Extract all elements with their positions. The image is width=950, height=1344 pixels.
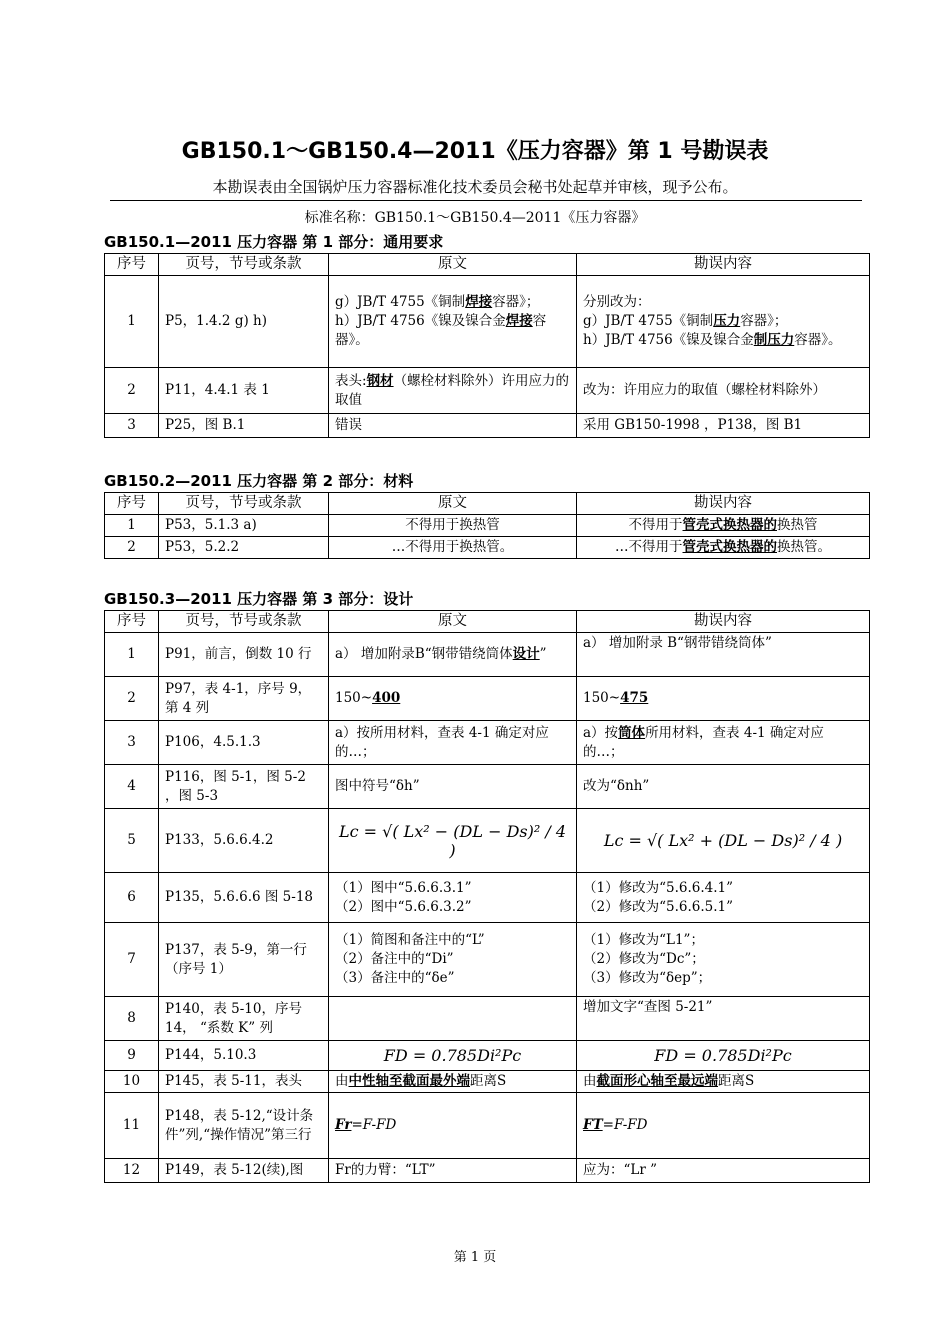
row-original: 不得用于换热管 xyxy=(329,515,577,537)
row-no: 9 xyxy=(105,1041,159,1071)
row-original: 错误 xyxy=(329,414,577,438)
row-original xyxy=(329,923,577,997)
page-title: GB150.1～GB150.4—2011《压力容器》第 1 号勘误表 xyxy=(181,139,769,164)
row-original: a）按所用材料，查表 4-1 确定对应的…； xyxy=(329,721,577,765)
text: a） 增加附录B“钢带错绕筒体 xyxy=(335,646,513,662)
section-title: GB150.2—2011 压力容器 第 2 部分：材料 xyxy=(104,472,414,490)
text: （3）备注中的“δe” xyxy=(335,970,455,986)
row-no: 12 xyxy=(105,1159,159,1183)
row-page: P140，表 5-10，序号 14， “系数 K” 列 xyxy=(159,997,329,1041)
text: 距离S xyxy=(470,1073,507,1089)
text: 容器》。 xyxy=(335,313,547,348)
emphasis: FT xyxy=(583,1117,603,1133)
text: 150~ xyxy=(583,690,621,706)
text: （2）修改为“Dc”； xyxy=(583,951,705,967)
row-original xyxy=(329,368,577,414)
row-correction xyxy=(577,873,870,923)
emphasis: 设计 xyxy=(512,646,540,662)
header-original: 原文 xyxy=(329,611,577,633)
row-page: P53，5.2.2 xyxy=(159,537,329,559)
header-original: 原文 xyxy=(329,254,577,276)
emphasis: 管壳式换热器的 xyxy=(682,517,777,533)
text: （1）简图和备注中的“L” xyxy=(335,932,485,948)
table-row xyxy=(105,368,870,414)
row-original: …不得用于换热管。 xyxy=(329,537,577,559)
header-no: 序号 xyxy=(105,611,159,633)
text: ” xyxy=(539,646,547,662)
text: h）JB/T 4756《镍及镍合金 xyxy=(583,332,754,348)
table-row xyxy=(105,873,870,923)
text: 距离S xyxy=(718,1073,755,1089)
text: g）JB/T 4755《铜制 xyxy=(335,294,466,310)
text: g）JB/T 4755《铜制 xyxy=(583,313,714,329)
emphasis: 475 xyxy=(620,690,649,706)
formula-correction: FD = 0.785Di²Pc xyxy=(577,1041,870,1071)
text: 容器》； xyxy=(740,313,788,329)
header-correction: 勘误内容 xyxy=(577,493,870,515)
row-correction: 增加文字“查图 5-21” xyxy=(577,997,870,1041)
table-row xyxy=(105,1093,870,1159)
header-page: 页号，节号或条款 xyxy=(159,254,329,276)
emphasis: 中性轴至截面最外端 xyxy=(348,1073,470,1089)
row-page: P148，表 5-12,“设计条件”列,“操作情况”第三行 xyxy=(159,1093,329,1159)
text: （1）修改为“L1”； xyxy=(583,932,704,948)
table-row xyxy=(105,809,870,873)
table-row xyxy=(105,276,870,368)
text: 换热管。 xyxy=(777,539,831,555)
text: 分别改为： xyxy=(583,294,651,310)
row-no: 3 xyxy=(105,721,159,765)
row-original xyxy=(329,633,577,677)
emphasis: 压力 xyxy=(713,313,741,329)
row-no: 10 xyxy=(105,1071,159,1093)
row-page: P11，4.4.1 表 1 xyxy=(159,368,329,414)
table-header-row xyxy=(105,254,870,276)
header-page: 页号，节号或条款 xyxy=(159,493,329,515)
row-correction xyxy=(577,923,870,997)
row-correction xyxy=(577,677,870,721)
header-correction: 勘误内容 xyxy=(577,611,870,633)
row-no: 2 xyxy=(105,677,159,721)
row-page: P145，表 5-11，表头 xyxy=(159,1071,329,1093)
emphasis: 钢材 xyxy=(366,372,394,389)
header-no: 序号 xyxy=(105,493,159,515)
emphasis: 制压力 xyxy=(753,332,795,348)
row-no: 1 xyxy=(105,276,159,368)
emphasis: 400 xyxy=(372,690,401,706)
emphasis: 管壳式换热器的 xyxy=(682,539,777,555)
text: （1）图中“5.6.6.3.1” xyxy=(335,879,472,896)
table-header-row xyxy=(105,493,870,515)
row-page: P53，5.1.3 a) xyxy=(159,515,329,537)
emphasis: 筒体 xyxy=(618,724,646,741)
row-correction xyxy=(577,515,870,537)
row-page: P149，表 5-12(续),图 xyxy=(159,1159,329,1183)
row-correction xyxy=(577,276,870,368)
row-page: P116，图 5-1，图 5-2 ，图 5-3 xyxy=(159,765,329,809)
text: =F-FD xyxy=(602,1117,648,1133)
table-row xyxy=(105,414,870,438)
row-original xyxy=(329,276,577,368)
table-row xyxy=(105,765,870,809)
table-row xyxy=(105,677,870,721)
row-no: 4 xyxy=(105,765,159,809)
row-correction xyxy=(577,721,870,765)
row-original xyxy=(329,873,577,923)
text: a）按 xyxy=(583,724,619,741)
row-page: P25，图 B.1 xyxy=(159,414,329,438)
table-row xyxy=(105,1071,870,1093)
row-original xyxy=(329,997,577,1041)
row-no: 2 xyxy=(105,368,159,414)
formula-correction: Lc = √( Lx² + (DL − Ds)² / 4 ) xyxy=(577,809,870,873)
table-row xyxy=(105,1159,870,1183)
table-row xyxy=(105,515,870,537)
emphasis: Fr xyxy=(335,1117,352,1133)
text: 150~ xyxy=(335,690,373,706)
row-no: 1 xyxy=(105,633,159,677)
text: 换热管 xyxy=(777,517,818,533)
text: 容器》。 xyxy=(794,332,842,348)
table-row xyxy=(105,923,870,997)
row-no: 3 xyxy=(105,414,159,438)
text: 所用材料，查表 4-1 确定对应的…； xyxy=(583,724,824,760)
row-no: 11 xyxy=(105,1093,159,1159)
row-no: 8 xyxy=(105,997,159,1041)
row-correction: 应为：“Lr ” xyxy=(577,1159,870,1183)
text: 由 xyxy=(335,1073,349,1089)
text: …不得用于 xyxy=(615,539,683,555)
row-correction: 改为“δnh” xyxy=(577,765,870,809)
emphasis: 焊接 xyxy=(465,294,493,310)
text: （1）修改为“5.6.6.4.1” xyxy=(583,879,734,896)
row-correction xyxy=(577,1093,870,1159)
text: 不得用于 xyxy=(628,517,683,533)
divider xyxy=(110,200,862,201)
header-no: 序号 xyxy=(105,254,159,276)
section-title: GB150.3—2011 压力容器 第 3 部分：设计 xyxy=(104,590,414,608)
page-number: 第 1 页 xyxy=(453,1250,497,1265)
row-no: 2 xyxy=(105,537,159,559)
row-no: 5 xyxy=(105,809,159,873)
row-original: Fr的力臂：“LT” xyxy=(329,1159,577,1183)
formula-original: FD = 0.785Di²Pc xyxy=(329,1041,577,1071)
text: （2）图中“5.6.6.3.2” xyxy=(335,898,472,915)
section-title: GB150.1—2011 压力容器 第 1 部分：通用要求 xyxy=(104,233,444,251)
text: 由 xyxy=(583,1073,597,1089)
text: 表头: xyxy=(335,372,367,389)
row-page: P144，5.10.3 xyxy=(159,1041,329,1071)
row-correction: a） 增加附录 B“钢带错绕筒体” xyxy=(577,633,870,677)
row-original: 图中符号“δh” xyxy=(329,765,577,809)
errata-table-part1 xyxy=(104,253,870,438)
row-page: P135，5.6.6.6 图 5-18 xyxy=(159,873,329,923)
table-row xyxy=(105,633,870,677)
header-original: 原文 xyxy=(329,493,577,515)
row-no: 1 xyxy=(105,515,159,537)
text: =F-FD xyxy=(351,1117,397,1133)
row-page: P106，4.5.1.3 xyxy=(159,721,329,765)
row-correction xyxy=(577,1071,870,1093)
header-correction: 勘误内容 xyxy=(577,254,870,276)
emphasis: 截面形心轴至最远端 xyxy=(596,1073,718,1089)
row-no: 6 xyxy=(105,873,159,923)
row-correction: 改为：许用应力的取值（螺栓材料除外） xyxy=(577,368,870,414)
row-correction xyxy=(577,537,870,559)
errata-table-part2 xyxy=(104,492,870,559)
emphasis: 焊接 xyxy=(505,313,533,329)
header-page: 页号，节号或条款 xyxy=(159,611,329,633)
text: h）JB/T 4756《镍及镍合金 xyxy=(335,313,506,329)
text: （螺栓材料除外）许用应力的取值 xyxy=(335,372,570,408)
row-page: P137，表 5-9，第一行（序号 1） xyxy=(159,923,329,997)
formula-original: Lc = √( Lx² − (DL − Ds)² / 4 ) xyxy=(329,809,577,873)
errata-table-part3 xyxy=(104,610,870,1183)
row-page: P133，5.6.6.4.2 xyxy=(159,809,329,873)
row-no: 7 xyxy=(105,923,159,997)
table-row xyxy=(105,721,870,765)
table-row xyxy=(105,537,870,559)
standard-name: 标准名称：GB150.1～GB150.4—2011《压力容器》 xyxy=(304,210,646,226)
row-page: P97，表 4-1，序号 9，第 4 列 xyxy=(159,677,329,721)
row-page: P91，前言，倒数 10 行 xyxy=(159,633,329,677)
row-correction: 采用 GB150-1998 ，P138，图 B1 xyxy=(577,414,870,438)
table-row xyxy=(105,1041,870,1071)
text: 容器》； xyxy=(492,294,540,310)
page-subtitle: 本勘误表由全国锅炉压力容器标准化技术委员会秘书处起草并审核，现予公布。 xyxy=(212,178,738,196)
text: （2）备注中的“Di” xyxy=(335,951,454,967)
row-original xyxy=(329,1071,577,1093)
table-header-row xyxy=(105,611,870,633)
table-row xyxy=(105,997,870,1041)
row-original xyxy=(329,1093,577,1159)
row-page: P5，1.4.2 g) h) xyxy=(159,276,329,368)
text: （3）修改为“δep”； xyxy=(583,970,712,986)
row-original xyxy=(329,677,577,721)
text: （2）修改为“5.6.6.5.1” xyxy=(583,898,734,915)
